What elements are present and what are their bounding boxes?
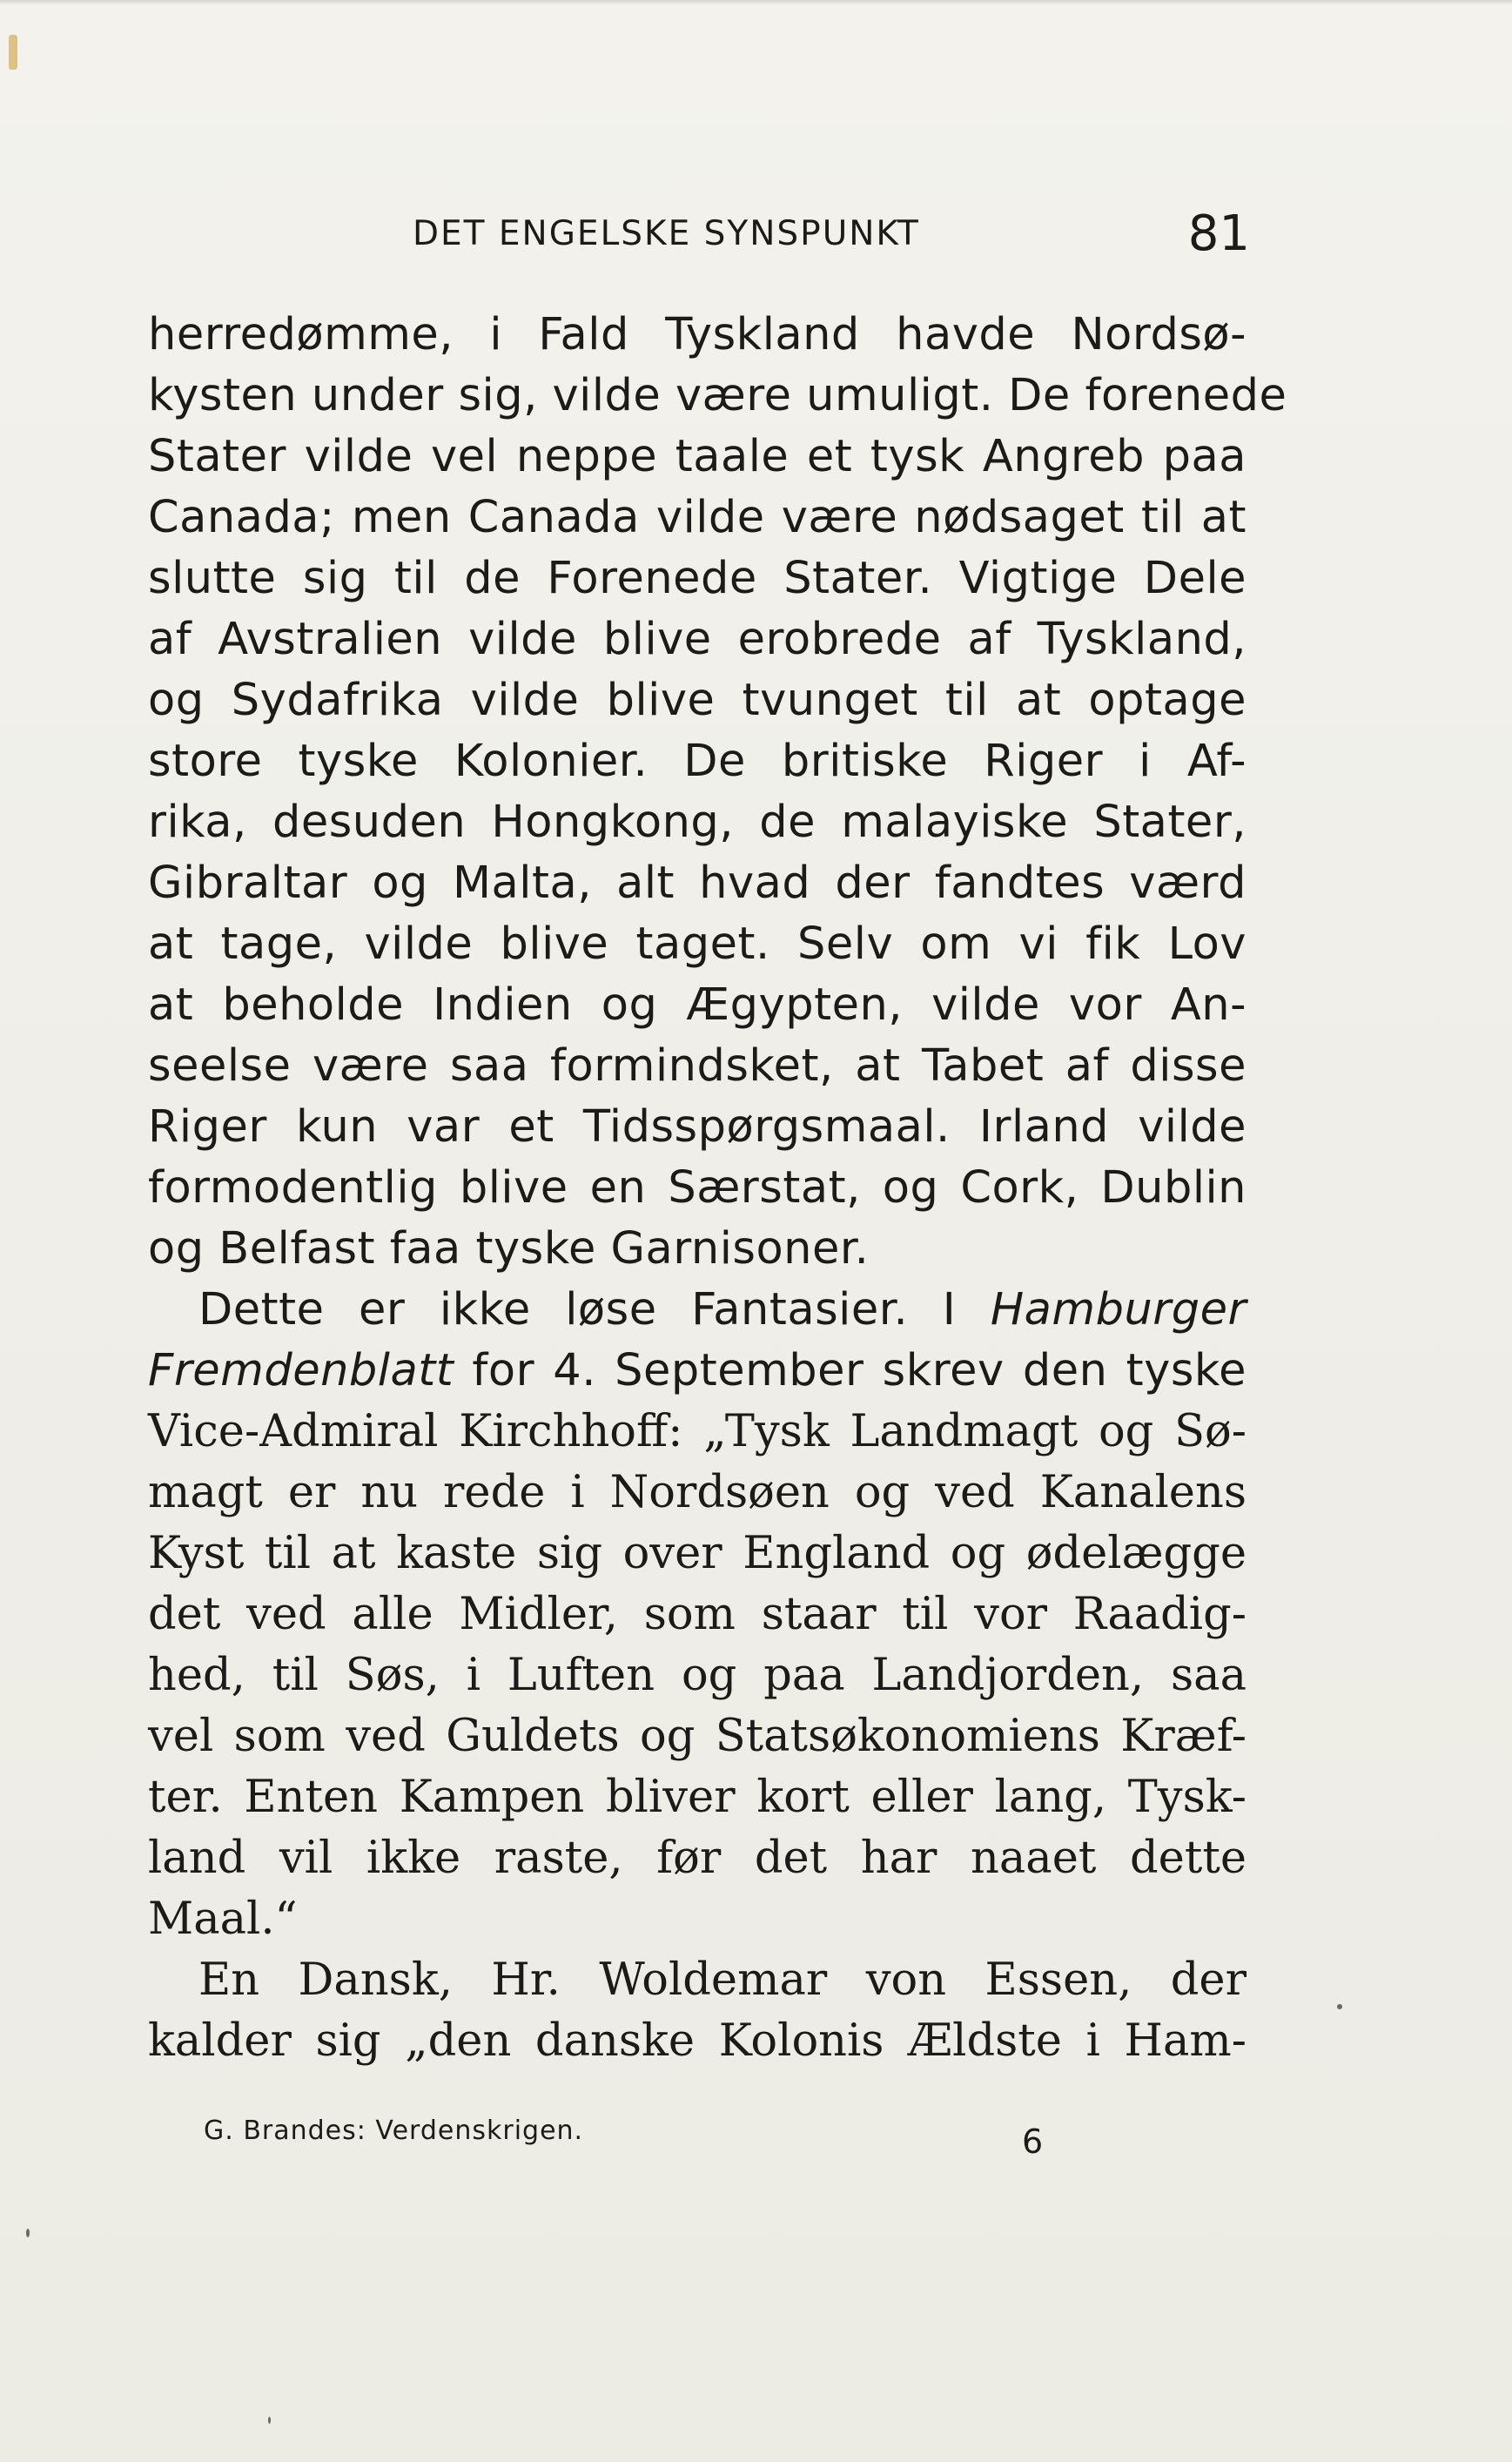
text-line: det ved alle Midler, som staar til vor Raadig- xyxy=(148,1589,1247,1640)
text-line: at tage, vilde blive taget. Selv om vi fik Lov xyxy=(148,918,1247,970)
text-line: Kyst til at kaste sig over England og ødelægge xyxy=(148,1528,1247,1579)
page-top-edge xyxy=(0,0,1512,5)
text-line: af Avstralien vilde blive erobrede af Tyskland, xyxy=(148,614,1247,665)
text-line: Maal.“ xyxy=(148,1894,298,1945)
text-line: Riger kun var et Tidsspørgsmaal. Irland vilde xyxy=(148,1101,1247,1153)
text-line: hed, til Søs, i Luften og paa Landjorden, saa xyxy=(148,1650,1247,1701)
text-line: kalder sig „den danske Kolonis Ældste i Ham- xyxy=(148,2015,1247,2067)
text-span: Dette er ikke løse Fantasier. I xyxy=(198,1284,991,1335)
text-line xyxy=(148,1280,1247,1341)
body-text xyxy=(148,305,1287,2072)
footer-signature: G. Brandes: Verdenskrigen. xyxy=(204,2116,584,2146)
text-line xyxy=(148,1341,1247,1402)
paper-stain xyxy=(9,35,17,70)
text-line: slutte sig til de Forenede Stater. Vigtige Dele xyxy=(148,553,1247,604)
text-line: magt er nu rede i Nordsøen og ved Kanalens xyxy=(148,1467,1247,1518)
text-line: rika, desuden Hongkong, de malayiske Stater, xyxy=(148,797,1247,848)
paragraph-2 xyxy=(148,1280,1247,1950)
text-line: herredømme, i Fald Tyskland havde Nordsø- xyxy=(148,309,1247,360)
text-line: ter. Enten Kampen bliver kort eller lang, Tysk- xyxy=(148,1772,1247,1823)
paragraph-3 xyxy=(148,1950,1247,2072)
text-line: vel som ved Guldets og Statsøkonomiens Kræf- xyxy=(148,1711,1247,1762)
text-line: kysten under sig, vilde være umuligt. De forenede xyxy=(148,370,1287,421)
text-line: seelse være saa formindsket, at Tabet af disse xyxy=(148,1040,1247,1092)
newspaper-title-part: Fremdenblatt xyxy=(148,1345,454,1396)
text-line: En Dansk, Hr. Woldemar von Essen, der xyxy=(198,1954,1247,2006)
page-number: 81 xyxy=(1187,205,1250,262)
running-head: DET ENGELSKE SYNSPUNKT xyxy=(413,214,920,253)
newspaper-title-part: Hamburger xyxy=(990,1284,1247,1335)
text-line: og Sydafrika vilde blive tvunget til at optage xyxy=(148,675,1247,726)
text-span: for 4. September skrev den tyske xyxy=(454,1345,1247,1396)
text-line: store tyske Kolonier. De britiske Riger i Af- xyxy=(148,736,1247,787)
text-line: land vil ikke raste, før det har naaet dette xyxy=(148,1833,1247,1884)
text-line: Stater vilde vel neppe taale et tysk Angreb paa xyxy=(148,431,1247,482)
text-line: og Belfast faa tyske Garnisoner. xyxy=(148,1223,870,1275)
text-line: Canada; men Canada vilde være nødsaget til at xyxy=(148,492,1247,543)
paragraph-1 xyxy=(148,305,1287,1280)
paper-speck xyxy=(268,2417,271,2424)
text-line: formodentlig blive en Særstat, og Cork, Dublin xyxy=(148,1162,1247,1214)
text-line: at beholde Indien og Ægypten, vilde vor An- xyxy=(148,979,1247,1031)
text-line: Vice-Admiral Kirchhoff: „Tysk Landmagt og Sø- xyxy=(148,1406,1247,1457)
paper-speck xyxy=(26,2229,30,2237)
page-footer xyxy=(204,2116,1057,2168)
page-header xyxy=(148,205,1253,284)
text-line: Gibraltar og Malta, alt hvad der fandtes værd xyxy=(148,858,1247,909)
sheet-number: 6 xyxy=(1022,2122,1044,2161)
paper-speck xyxy=(1337,2004,1342,2009)
